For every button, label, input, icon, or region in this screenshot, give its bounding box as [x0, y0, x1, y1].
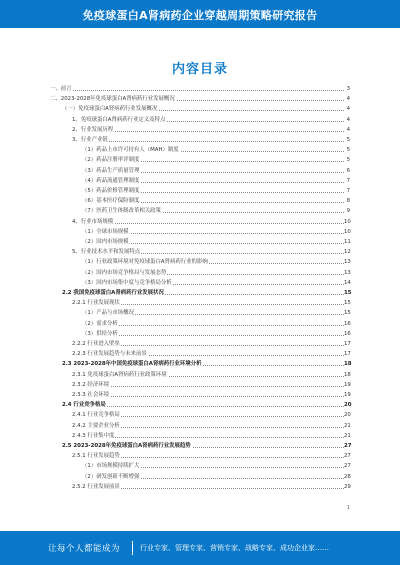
toc-entry-label: （2）研发创新不断增强 [82, 473, 140, 480]
header-bar [0, 0, 400, 28]
toc-entry-label: 2.4.2 主要企业分析 [72, 422, 120, 429]
toc-entry-label: （1）药品上市许可持有人（MAH）制度 [82, 147, 179, 154]
toc-entry-label: （2）需求分析 [82, 320, 118, 327]
toc-entry[interactable] [0, 432, 400, 440]
toc-entry[interactable] [0, 411, 400, 419]
toc-entry-page: 13 [344, 269, 351, 276]
toc-entry[interactable] [0, 289, 400, 297]
footer-bar [0, 531, 400, 565]
toc-leader-dots [82, 325, 344, 326]
toc-entry[interactable] [0, 238, 400, 246]
toc-entry-page: 15 [344, 300, 351, 307]
report-title: 免疫球蛋白A肾病药企业穿越周期策略研究报告 [82, 9, 318, 22]
toc-entry-page: 13 [344, 259, 351, 266]
toc-entry[interactable] [0, 116, 400, 124]
toc-entry[interactable] [0, 330, 400, 338]
toc-entry-page: 10 [344, 218, 351, 225]
toc-entry-page: 29 [344, 483, 351, 490]
footer-divider [132, 541, 133, 555]
toc-entry[interactable] [0, 483, 400, 491]
toc-entry-label: （2）国内市场规模 [82, 239, 129, 245]
toc-entry-label: 3、行业产业链 [72, 137, 108, 143]
toc-entry-page: 16 [344, 330, 351, 337]
toc-entry-page: 19 [344, 392, 351, 398]
toc-entry-page: 3 [346, 86, 350, 92]
toc-entry-label: （3）药品生产质量管理 [82, 167, 140, 174]
toc-entry-label: （一）免疫球蛋白A肾病药行业发展概况 [62, 106, 158, 113]
toc-entry-page: 16 [344, 320, 351, 327]
toc-entry-label: 2.5 2023-2028年免疫球蛋白A肾病药行业发展趋势 [62, 443, 191, 449]
toc-entry[interactable] [0, 177, 400, 185]
toc-entry-page: 18 [344, 361, 352, 368]
toc-entry-page: 17 [344, 341, 351, 347]
toc-entry-page: 5 [346, 137, 350, 143]
toc-entry-label: （2）药品注册审评制度 [82, 157, 140, 164]
page-number: 1 [346, 505, 350, 511]
toc-entry-page: 28 [344, 473, 351, 480]
toc-entry-page: 5 [346, 157, 350, 164]
toc-entry[interactable] [0, 156, 400, 164]
toc-entry-page: 18 [344, 371, 351, 378]
toc-entry-page: 4 [346, 96, 350, 103]
toc-entry-label: 2.2.1 行业发展现状 [72, 300, 120, 307]
toc-leader-dots [82, 335, 344, 336]
toc-entry[interactable] [0, 299, 400, 307]
toc-entry[interactable] [0, 197, 400, 205]
toc-entry-label: 2.5.2 行业发展前景 [72, 483, 120, 490]
footer-slogan: 让每个人都能成为 [48, 544, 121, 554]
toc-entry-label: 2.3.2 经济环境 [72, 381, 109, 388]
toc-entry[interactable] [0, 248, 400, 256]
toc-entry-page: 20 [344, 402, 352, 409]
toc-entry-label: 2.4.1 行业竞争格局 [72, 412, 120, 419]
toc-entry-label: 2.3.3 社会环境 [72, 392, 109, 398]
toc-entry-label: 2.3 2023-2028年中国免疫球蛋白A肾病药行业环境分析 [62, 361, 202, 368]
toc-entry-label: 2.2.3 行业发展趋势与未来前景 [72, 351, 147, 358]
toc-entry[interactable] [0, 320, 400, 328]
toc-entry-label: 2、行业发展历程 [72, 126, 114, 133]
toc-entry-page: 27 [344, 463, 351, 470]
toc-entry-page: 4 [346, 106, 350, 113]
toc-entry[interactable] [0, 146, 400, 154]
toc-entry-label: （7）医药卫生体制改革相关政策 [82, 208, 161, 215]
toc-entry-page: 21 [344, 432, 351, 439]
toc-entry[interactable] [0, 187, 400, 195]
toc-entry[interactable] [0, 473, 400, 481]
toc-entry[interactable] [0, 309, 400, 317]
toc-title: 内容目录 [171, 62, 228, 77]
toc-entry-page: 10 [344, 228, 351, 235]
toc-entry-page: 27 [344, 443, 352, 449]
toc-entry-label: （1）产品与市场概况 [82, 310, 134, 317]
toc-entry-label: （5）药品价格管理制度 [82, 188, 140, 194]
toc-entry-label: 2.5.1 行业发展趋势 [72, 453, 120, 460]
toc-entry-page: 14 [344, 279, 351, 286]
toc-entry[interactable] [0, 422, 400, 430]
toc-entry-page: 6 [346, 167, 350, 174]
toc-entry-label: （1）全球市场规模 [82, 228, 129, 235]
toc-entry-page: 7 [346, 177, 350, 184]
toc-entry-page: 5 [346, 147, 350, 154]
toc-entry[interactable] [0, 340, 400, 348]
toc-entry[interactable] [0, 105, 400, 113]
toc-entry-label: （3）国内市场集中度与竞争格局分析 [82, 279, 172, 286]
toc-entry-page: 20 [344, 412, 351, 419]
toc-entry[interactable] [0, 258, 400, 266]
toc-entry-page: 7 [346, 188, 350, 194]
toc-entry-label: （6）基本医疗保险制度 [82, 198, 140, 205]
toc-entry[interactable] [0, 126, 400, 134]
toc-entry[interactable] [0, 452, 400, 460]
toc-leader-dots [72, 141, 344, 142]
toc-leader-dots [50, 90, 344, 91]
toc-entry-label: 1、免疫球蛋白A肾病药行业定义及特点 [72, 116, 166, 123]
toc-entry-page: 17 [344, 351, 351, 358]
toc-entry-label: 2.2 我国免疫球蛋白A肾病药行业发展状况 [62, 290, 164, 296]
toc-entry-label: 5、行业技术水平和发展特点 [72, 249, 141, 256]
toc-entry-label: 2.4 行业竞争格局 [62, 402, 106, 409]
toc-entry-page: 4 [346, 116, 350, 123]
toc-entry-page: 21 [344, 422, 351, 429]
toc-entry[interactable] [0, 350, 400, 358]
toc-entry-label: （2）国内市场竞争格局与发展态势 [82, 269, 167, 276]
toc-entry[interactable] [0, 85, 400, 93]
toc-entry[interactable] [0, 462, 400, 470]
footer-tagline: 行业专家、管理专家、营销专家、战略专家、成功企业家…… [140, 544, 329, 552]
toc-entry[interactable] [0, 391, 400, 399]
toc-entry-page: 15 [344, 310, 351, 317]
toc-entry[interactable] [0, 371, 400, 379]
toc-entry-label: 4、行业市场规模 [72, 218, 114, 225]
toc-entry-label: 二、2023-2028年免疫球蛋白A肾病药行业发展概况 [50, 96, 175, 103]
toc-entry[interactable] [0, 401, 400, 409]
toc-entry-page: 27 [344, 453, 351, 460]
toc-entry-label: 2.2.2 行业进入壁垒 [72, 341, 120, 347]
toc-entry[interactable] [0, 381, 400, 389]
toc-entry-label: （1）市场规模持续扩大 [82, 463, 140, 470]
toc-entry-label: 2.4.3 行业集中度 [72, 432, 115, 439]
toc-entry[interactable] [0, 442, 400, 450]
toc-entry-label: 一、前言 [50, 86, 72, 92]
toc-entry-page: 4 [346, 126, 350, 133]
toc-entry-page: 12 [344, 249, 351, 256]
toc-entry-page: 8 [346, 198, 350, 205]
toc-entry-page: 9 [346, 208, 350, 215]
toc-entry[interactable] [0, 167, 400, 175]
toc-entry[interactable] [0, 228, 400, 236]
toc-entry[interactable] [0, 95, 400, 103]
toc-entry[interactable] [0, 269, 400, 277]
toc-entry[interactable] [0, 360, 400, 368]
toc-entry-page: 19 [344, 381, 351, 388]
toc-entry-page: 11 [344, 239, 351, 245]
toc-entry-label: （1）行业政策环境对免疫球蛋白A肾病药行业的影响 [82, 259, 208, 266]
toc-entry-label: 2.3.1 免疫球蛋白A肾病药行业政策环境 [72, 371, 167, 378]
toc-entry-page: 15 [344, 290, 352, 296]
toc-entry[interactable] [0, 136, 400, 144]
toc-entry[interactable] [0, 207, 400, 215]
toc-entry-label: （4）药品流通管理制度 [82, 177, 140, 184]
toc-entry[interactable] [0, 279, 400, 287]
toc-entry[interactable] [0, 218, 400, 226]
toc-leader-dots [72, 396, 344, 397]
toc-entry-label: （3）供给分析 [82, 330, 118, 337]
toc-leader-dots [72, 386, 344, 387]
